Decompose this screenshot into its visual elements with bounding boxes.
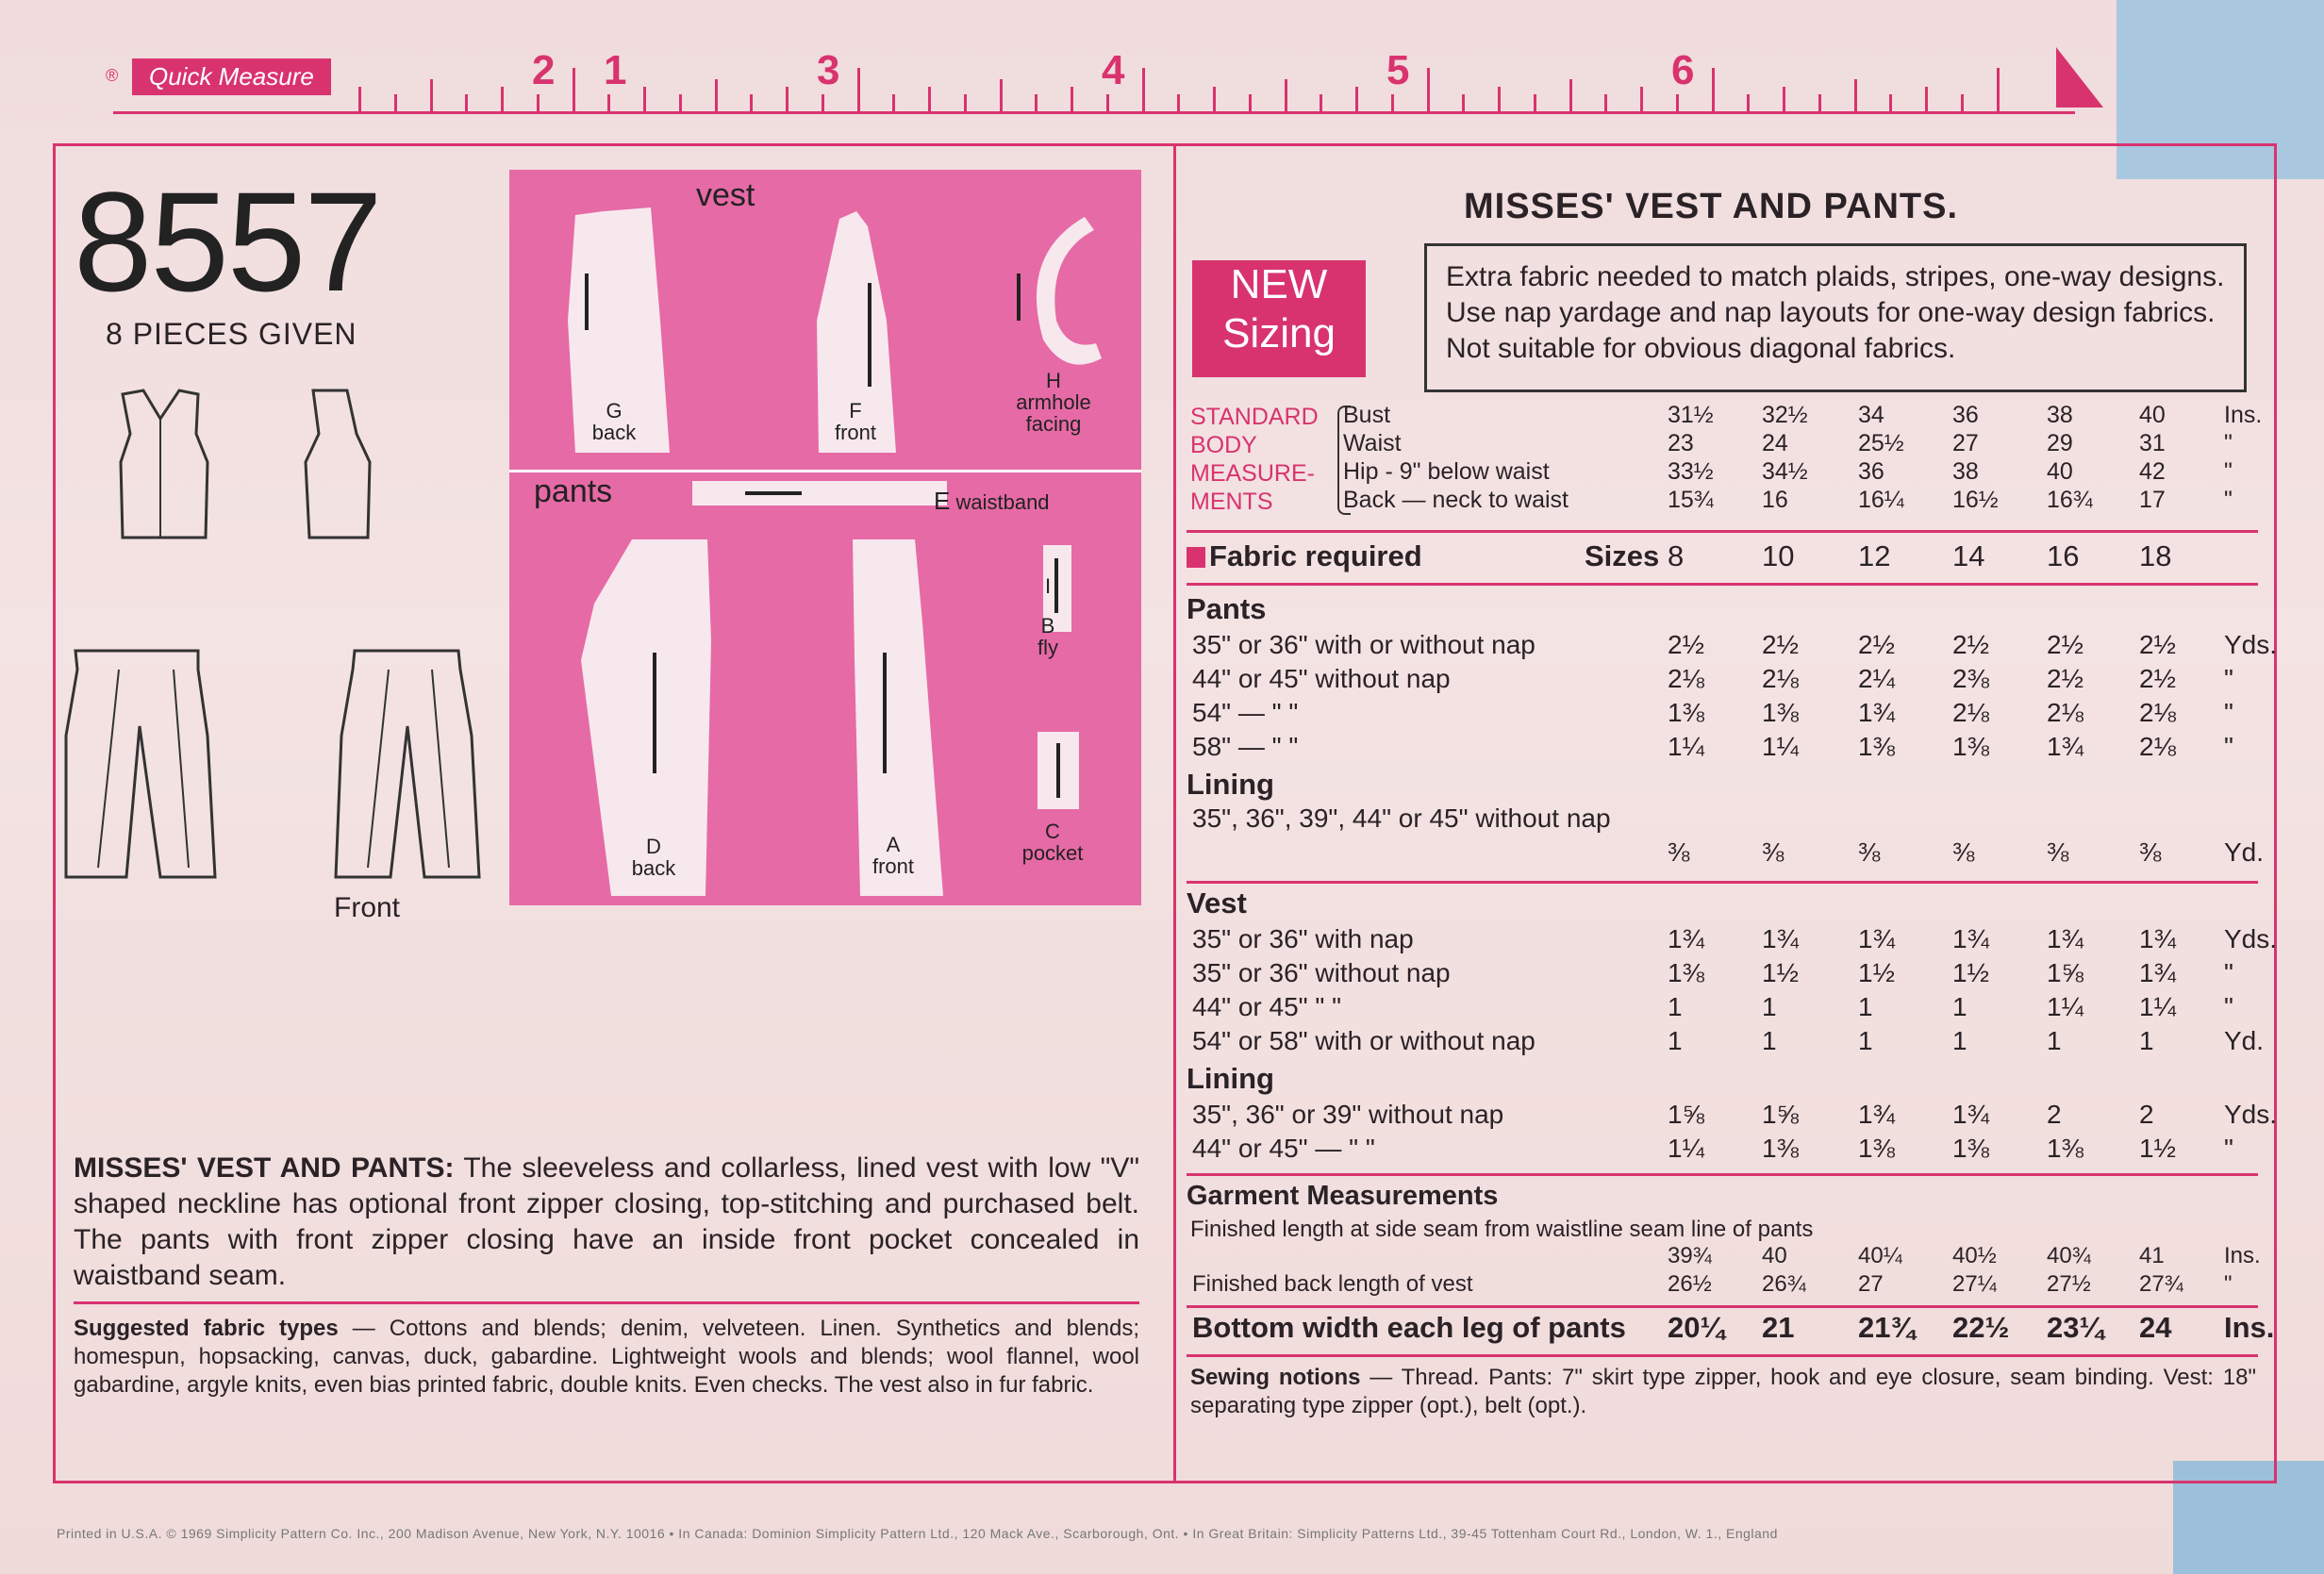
row-value: 1¼	[1762, 732, 1799, 761]
row-value: 2¼	[1858, 664, 1895, 693]
row-value: 40	[2047, 458, 2073, 485]
std-label: MENTS	[1190, 489, 1273, 515]
row-value: 1¾	[2047, 924, 2083, 953]
tape-tick	[430, 79, 433, 111]
row-label: 35" or 36" with or without nap	[1192, 630, 1536, 659]
pants-heading: Pants	[1187, 592, 1267, 625]
row-value: 1¾	[1952, 924, 1989, 953]
tape-label: Quick Measure	[132, 58, 331, 95]
row-value: ⅜	[2139, 837, 2162, 867]
tape-tick	[892, 94, 895, 111]
row-value: 2½	[2047, 664, 2083, 693]
fabric-required-label: Fabric required	[1209, 539, 1422, 572]
publisher-footer: Printed in U.S.A. © 1969 Simplicity Pattern Co. Inc., 200 Madison Avenue, New York, N.Y. 10016 • In Canada: Dominion Simplicity Pattern Ltd., 120 Mack Ave., Scarborough, Ont. • In Great Britain: Simplicity Patterns Ltd., 39-45 Tottenham Court Rd., London, W. 1., England	[57, 1526, 1778, 1541]
row-label: Waist	[1343, 430, 1402, 456]
row-value: 2⅜	[1952, 664, 1989, 693]
vest-front-sketch	[121, 390, 208, 538]
row-unit: "	[2224, 664, 2233, 693]
row-value: 27	[1952, 430, 1979, 456]
tape-tick	[1249, 94, 1252, 111]
row-value: 1¾	[1762, 924, 1799, 953]
row-value: 1¾	[2047, 732, 2083, 761]
row-value: 1⅜	[1668, 698, 1704, 727]
row-value: 1⅝	[1668, 1100, 1704, 1129]
row-value: ⅜	[1952, 837, 1975, 867]
row-unit: "	[2224, 430, 2233, 456]
row-unit: Yds.	[2224, 1100, 2278, 1129]
row-value: 1½	[2139, 1134, 2176, 1163]
table-row	[1192, 958, 2258, 992]
row-value: 2½	[1668, 630, 1704, 659]
row-value: 2½	[1952, 630, 1989, 659]
row-value: 1⅜	[2047, 1134, 2083, 1163]
row-value: 17	[2139, 487, 2166, 513]
row-value: 2½	[2139, 664, 2176, 693]
table-row	[1192, 1100, 2278, 1134]
tape-tick	[1106, 94, 1109, 111]
garment-sketches	[57, 377, 509, 905]
row-value: 1⅜	[1952, 732, 1989, 761]
row-label: 44" or 45" " "	[1192, 992, 1342, 1021]
row-value: 2⅛	[2139, 698, 2176, 727]
row-value: 1⅜	[1762, 698, 1799, 727]
row-label: 54" or 58" with or without nap	[1192, 1026, 1536, 1055]
row-value: 1¼	[1668, 732, 1704, 761]
row-value: 27¾	[2139, 1271, 2183, 1297]
quick-measure-tape	[106, 38, 2075, 114]
row-unit: "	[2224, 1271, 2233, 1297]
tape-tick	[1889, 94, 1892, 111]
row-label: Back — neck to waist	[1343, 487, 1569, 513]
row-value: 1	[2139, 1026, 2154, 1055]
tape-tick	[1676, 94, 1679, 111]
tape-tick	[1000, 79, 1003, 111]
table-row	[1192, 664, 2258, 698]
row-value: 15¾	[1668, 487, 1714, 513]
row-value: 39¾	[1668, 1243, 1712, 1268]
row-value: 1⅜	[1668, 958, 1704, 987]
row-label: 58" — " "	[1192, 732, 1299, 761]
row-value: 24	[2139, 1311, 2172, 1344]
row-value: 27½	[2047, 1271, 2091, 1297]
row-value: ⅜	[1668, 837, 1690, 867]
row-unit: Ins.	[2224, 1243, 2261, 1268]
tape-tick	[1747, 94, 1750, 111]
row-value: 1	[1762, 1026, 1777, 1055]
size-header: 8	[1668, 539, 1685, 572]
row-unit: Ins.	[2224, 1311, 2275, 1344]
row-value: 16	[1762, 487, 1788, 513]
table-row	[1192, 698, 2258, 732]
row-value: 40	[1762, 1243, 1787, 1268]
row-value: 1	[1668, 1026, 1683, 1055]
tape-arrow-icon	[2056, 47, 2103, 108]
row-value: 1	[1858, 1026, 1873, 1055]
row-value: 1¼	[2047, 992, 2083, 1021]
tape-number: 1	[604, 47, 627, 93]
row-unit: Yds.	[2224, 924, 2278, 953]
pattern-number: 8557	[74, 162, 381, 321]
size-header: 18	[2139, 539, 2172, 572]
tape-tick	[1177, 94, 1180, 111]
pants-heading: pants	[534, 473, 613, 509]
row-value: 1	[1952, 992, 1967, 1021]
tape-tick	[537, 94, 540, 111]
piece-label-f: F front	[834, 399, 877, 445]
row-value: 40	[2139, 402, 2166, 428]
divider	[1187, 1354, 2258, 1357]
tape-tick	[1213, 87, 1216, 111]
piece-label-i: I	[1044, 574, 1052, 598]
row-value: 40½	[1952, 1243, 1997, 1268]
row-value: 2½	[2139, 630, 2176, 659]
row-value: ⅜	[1858, 837, 1881, 867]
piece-label-a: A front	[872, 833, 915, 879]
row-label: 44" or 45" without nap	[1192, 664, 1451, 693]
garment-sub: Finished length at side seam from waistline seam line of pants	[1190, 1217, 1814, 1242]
row-value: 34½	[1762, 458, 1808, 485]
row-value: 33½	[1668, 458, 1714, 485]
row-value: 1⅜	[1952, 1134, 1989, 1163]
vest-heading: vest	[696, 177, 755, 213]
row-value: 20¼	[1668, 1311, 1725, 1344]
row-value: 38	[2047, 402, 2073, 428]
row-value: 1	[1858, 992, 1873, 1021]
size-header: 16	[2047, 539, 2080, 572]
row-value: 1¾	[2139, 924, 2176, 953]
tape-tick	[964, 94, 967, 111]
sewing-notions	[1190, 1364, 2256, 1420]
row-label: Hip - 9" below waist	[1343, 458, 1550, 485]
row-value: 31	[2139, 430, 2166, 456]
tape-tick	[643, 87, 646, 111]
tape-tick	[1391, 94, 1394, 111]
row-value: 1⅜	[1762, 1134, 1799, 1163]
tape-tick	[857, 68, 860, 111]
tape-tick	[786, 87, 788, 111]
tape-tick	[715, 79, 718, 111]
table-row	[1192, 837, 2265, 871]
tape-tick	[358, 87, 361, 111]
fabric-notes: Extra fabric needed to match plaids, stripes, one-way designs. Use nap yardage and nap layouts for one-way design fabrics. Not suitable for obvious diagonal fabrics.	[1424, 243, 2247, 392]
row-value: 16½	[1952, 487, 1999, 513]
row-label: 54" — " "	[1192, 698, 1299, 727]
row-value: 1½	[1762, 958, 1799, 987]
piece-label-b: B fly	[1038, 614, 1058, 660]
row-value: 42	[2139, 458, 2166, 485]
tape-tick	[1355, 87, 1358, 111]
row-value: 2	[2047, 1100, 2062, 1129]
tape-tick	[1035, 94, 1038, 111]
tape-tick	[1640, 87, 1643, 111]
row-value: ⅜	[1762, 837, 1784, 867]
tape-tick	[750, 94, 753, 111]
pants-front-sketch	[336, 651, 479, 877]
new-sizing-badge: NEW Sizing	[1192, 260, 1366, 377]
table-row	[1192, 1134, 2258, 1168]
table-row	[1192, 487, 2258, 521]
tape-number: 3	[817, 47, 840, 93]
row-value: 1⅜	[1858, 1134, 1895, 1163]
pants-back-sketch	[66, 651, 215, 877]
tape-tick	[679, 94, 682, 111]
sizes-label: Sizes	[1585, 539, 1660, 572]
piece-label-d: D back	[631, 835, 676, 881]
piece-label-g: G back	[591, 399, 637, 445]
row-value: 2½	[1858, 630, 1895, 659]
row-value: 1¼	[1668, 1134, 1704, 1163]
fabric-required-heading	[1187, 539, 1422, 573]
divider	[1187, 530, 2258, 533]
row-value: 36	[1858, 458, 1884, 485]
row-value: 2⅛	[1952, 698, 1989, 727]
suggested-fabrics: Suggested fabric types — Cottons and blends; denim, velveteen. Linen. Synthetics and blends; homespun, hopsacking, canvas, duck, gabardine. Lightweight wools and blends; wool flannel, wool gabardine, argyle knits, even bias printed fabric, double knits. Even checks. The vest also in fur fabric.	[74, 1316, 1139, 1398]
row-value: 1½	[1952, 958, 1989, 987]
row-value: 32½	[1762, 402, 1808, 428]
divider	[1187, 881, 2258, 884]
tape-tick	[1818, 94, 1821, 111]
row-value: 40¾	[2047, 1243, 2091, 1268]
garment-heading: Garment Measurements	[1187, 1181, 1499, 1211]
vest-heading: Vest	[1187, 886, 1247, 920]
column-divider	[1173, 143, 1176, 1481]
divider	[1187, 1305, 2258, 1308]
piece-label-h: H armhole facing	[1016, 369, 1091, 437]
tape-tick	[1534, 94, 1536, 111]
tape-tick	[1961, 94, 1964, 111]
row-unit: Yds.	[2224, 630, 2278, 659]
row-value: ⅜	[2047, 837, 2069, 867]
row-value: 1¾	[1858, 1100, 1895, 1129]
tape-tick	[1854, 79, 1857, 111]
row-value: 27	[1858, 1271, 1884, 1297]
square-bullet-icon	[1187, 547, 1205, 568]
row-value: 2½	[1762, 630, 1799, 659]
piece-label-e: E waistband	[934, 487, 1050, 515]
row-value: 24	[1762, 430, 1788, 456]
divider	[1187, 1173, 2258, 1176]
row-value: 41	[2139, 1243, 2165, 1268]
row-value: 26½	[1668, 1271, 1712, 1297]
size-header: 10	[1762, 539, 1795, 572]
tape-tick	[1285, 79, 1287, 111]
row-unit: Yd.	[2224, 1026, 2265, 1055]
row-value: 29	[2047, 430, 2073, 456]
tape-tick	[573, 68, 575, 111]
row-label: Bottom width each leg of pants	[1192, 1311, 1626, 1344]
row-value: 2⅛	[1668, 664, 1704, 693]
pants-lining-label: 35", 36", 39", 44" or 45" without nap	[1192, 804, 1611, 833]
row-value: 1¾	[2139, 958, 2176, 987]
row-value: 23	[1668, 430, 1694, 456]
tape-tick	[1462, 94, 1465, 111]
table-row	[1192, 924, 2278, 958]
row-value: 1¾	[1858, 698, 1895, 727]
table-row	[1192, 630, 2278, 664]
row-value: 34	[1858, 402, 1884, 428]
tape-tick	[1997, 68, 2000, 111]
row-label: 35" or 36" with nap	[1192, 924, 1414, 953]
row-value: 16¾	[2047, 487, 2093, 513]
tape-number: 5	[1386, 47, 1410, 93]
table-row	[1192, 732, 2258, 766]
row-value: 1	[2047, 1026, 2062, 1055]
row-value: 23¼	[2047, 1311, 2104, 1344]
row-unit: "	[2224, 732, 2233, 761]
row-value: 31½	[1668, 402, 1714, 428]
tape-tick	[1604, 94, 1607, 111]
tape-number: 6	[1671, 47, 1695, 93]
row-label: 35", 36" or 39" without nap	[1192, 1100, 1504, 1129]
row-value: 36	[1952, 402, 1979, 428]
row-label: Finished back length of vest	[1192, 1271, 1473, 1297]
table-row	[1192, 1026, 2265, 1060]
row-value: 1	[1952, 1026, 1967, 1055]
row-unit: "	[2224, 958, 2233, 987]
row-unit: "	[2224, 458, 2233, 485]
row-label: 44" or 45" — " "	[1192, 1134, 1375, 1163]
tape-number: 2	[532, 47, 556, 93]
row-unit: "	[2224, 698, 2233, 727]
row-label: 35" or 36" without nap	[1192, 958, 1451, 987]
piece-e-waistband	[692, 481, 947, 505]
tape-tick	[1320, 94, 1322, 111]
size-header: 12	[1858, 539, 1891, 572]
pattern-pieces	[509, 170, 1141, 905]
tape-tick	[1427, 68, 1430, 111]
tape-tick	[1498, 87, 1501, 111]
row-value: 1	[1668, 992, 1683, 1021]
row-value: 25½	[1858, 430, 1904, 456]
row-value: 1¾	[1668, 924, 1704, 953]
table-row	[1192, 1311, 2275, 1345]
row-value: 2½	[2047, 630, 2083, 659]
row-value: 2⅛	[2047, 698, 2083, 727]
row-value: 1⅝	[2047, 958, 2083, 987]
row-value: 16¼	[1858, 487, 1904, 513]
row-value: 40¼	[1858, 1243, 1902, 1268]
row-value: 1¾	[1952, 1100, 1989, 1129]
piece-label-c: C pocket	[1021, 820, 1084, 866]
row-unit: "	[2224, 992, 2233, 1021]
row-value: 2⅛	[1762, 664, 1799, 693]
pattern-description: MISSES' VEST AND PANTS: The sleeveless and collarless, lined vest with low "V" shaped neckline has optional front zipper closing, top-stitching and purchased belt. The pants with front zipper closing have an inside front pocket concealed in waistband seam.	[74, 1152, 1139, 1291]
piece-h-armhole-facing	[1037, 217, 1102, 365]
row-unit: Yd.	[2224, 837, 2265, 867]
row-unit: "	[2224, 1134, 2233, 1163]
row-value: 1⅜	[1858, 732, 1895, 761]
vest-lining-heading: Lining	[1187, 1062, 1274, 1095]
std-label: MEASURE-	[1190, 460, 1315, 487]
row-value: 1⅝	[1762, 1100, 1799, 1129]
row-unit: Ins.	[2224, 402, 2263, 428]
row-value: 2⅛	[2139, 732, 2176, 761]
row-unit: "	[2224, 487, 2233, 513]
row-value: 1¼	[2139, 992, 2176, 1021]
lining-heading: Lining	[1187, 768, 1274, 801]
tape-tick	[1712, 68, 1715, 111]
row-value: 21¾	[1858, 1311, 1916, 1344]
tape-tick	[928, 87, 931, 111]
row-value: 1	[1762, 992, 1777, 1021]
std-label: BODY	[1190, 432, 1257, 458]
row-label: Bust	[1343, 402, 1391, 428]
row-value: 1¾	[1858, 924, 1895, 953]
left-divider	[74, 1301, 1139, 1304]
tape-tick	[1925, 87, 1928, 111]
row-value: 22½	[1952, 1311, 2010, 1344]
row-value: 26¾	[1762, 1271, 1806, 1297]
tape-tick	[1142, 68, 1145, 111]
tape-tick	[822, 94, 824, 111]
table-row	[1192, 1271, 2258, 1305]
pieces-given: 8 PIECES GIVEN	[106, 317, 357, 351]
vest-back-sketch	[306, 390, 370, 538]
divider	[1187, 583, 2258, 586]
std-label: STANDARD	[1190, 404, 1319, 430]
tape-tick	[607, 94, 610, 111]
right-title: MISSES' VEST AND PANTS.	[1464, 187, 1958, 226]
tape-tick	[1569, 79, 1572, 111]
notions-lead: Sewing notions	[1190, 1365, 1361, 1390]
tape-tick	[501, 87, 504, 111]
tape-tick	[1783, 87, 1785, 111]
table-row	[1192, 992, 2258, 1026]
row-value: 38	[1952, 458, 1979, 485]
size-header: 14	[1952, 539, 1985, 572]
registered-mark: ®	[106, 66, 119, 85]
notions-text: — Thread. Pants: 7" skirt type zipper, hook and eye closure, seam binding. Vest: 18" separating type zipper (opt.), belt (opt.).	[1190, 1365, 2256, 1418]
row-value: 2	[2139, 1100, 2154, 1129]
tape-tick	[1071, 87, 1073, 111]
front-label: Front	[334, 892, 401, 923]
tape-tick	[394, 94, 397, 111]
tape-tick	[465, 94, 468, 111]
tape-number: 4	[1102, 47, 1125, 93]
row-value: 21	[1762, 1311, 1795, 1344]
row-value: 27¼	[1952, 1271, 1997, 1297]
row-value: 1½	[1858, 958, 1895, 987]
